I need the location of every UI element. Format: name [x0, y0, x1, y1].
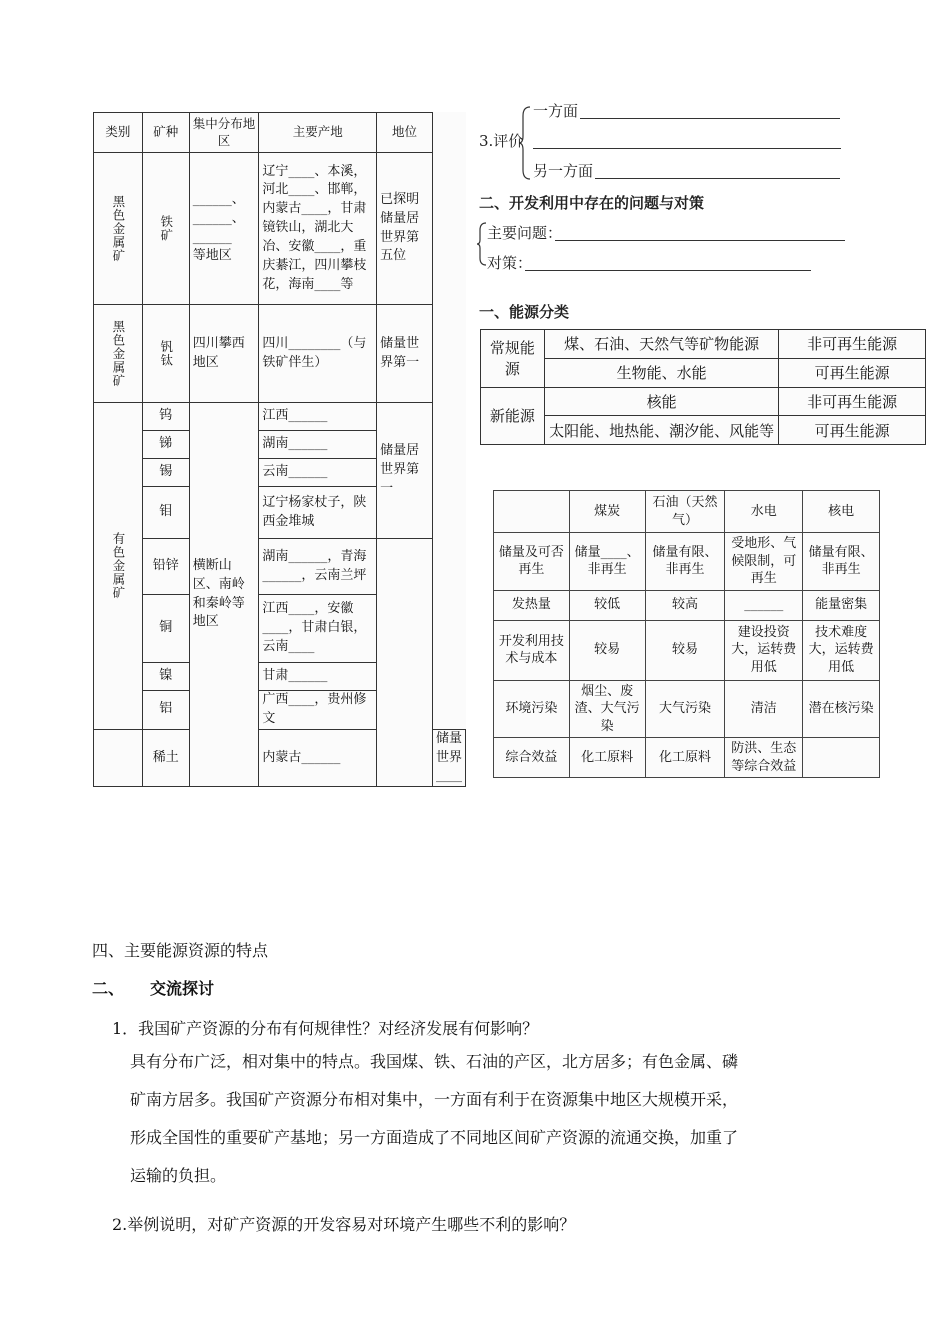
- table-cell: 技术难度大，运转费用低: [803, 620, 880, 680]
- notes-block: [475, 98, 915, 328]
- row-label: 开发利用技术与成本: [494, 620, 570, 680]
- table-cell: 潜在核污染: [803, 680, 880, 738]
- mineral-cell: 钒钛: [142, 305, 189, 403]
- energy-name: 煤、石油、天然气等矿物能源: [544, 330, 778, 359]
- places-cell: 云南______: [259, 459, 377, 487]
- mineral-cell: 铜: [142, 595, 189, 663]
- places-cell: 江西____，安徽____，甘肃白银，云南____: [259, 595, 377, 663]
- places-cell: 甘肃______: [259, 663, 377, 691]
- row-label: 综合效益: [494, 738, 570, 778]
- table-cell: 大气污染: [645, 680, 725, 738]
- table-cell: 储量____、非再生: [569, 533, 645, 591]
- table-cell: 较低: [569, 590, 645, 620]
- eval-label: 3.评价: [479, 132, 524, 150]
- main-problem-blank: [555, 226, 845, 241]
- header-oil: 石油（天然气）: [645, 491, 725, 533]
- energy-class-title: 一、能源分类: [479, 303, 570, 321]
- status-cell: 储量世界第一: [377, 305, 433, 403]
- question-2: 2.举例说明，对矿产资源的开发容易对环境产生哪些不利的影响？: [112, 1215, 576, 1234]
- energy-features-table: [493, 490, 880, 778]
- table-cell: ______: [725, 590, 803, 620]
- table-cell: 较易: [645, 620, 725, 680]
- table-cell: 受地形、气候限制，可再生: [725, 533, 803, 591]
- main-problem-label: 主要问题：: [487, 224, 563, 242]
- table-cell: 储量有限、非再生: [803, 533, 880, 591]
- places-cell: 辽宁杨家杖子，陕西金堆城: [259, 487, 377, 539]
- table-cell: 清洁: [725, 680, 803, 738]
- energy-classification-table: [480, 329, 926, 445]
- mineral-cell: 锡: [142, 459, 189, 487]
- table-cell: 储量有限、非再生: [645, 533, 725, 591]
- header-category: 类别: [94, 113, 143, 153]
- brace-icon: [477, 222, 487, 266]
- energy-type: 可再生能源: [779, 358, 926, 387]
- table-cell: 建设投资大，运转费用低: [725, 620, 803, 680]
- places-cell: 广西____，贵州修文: [259, 691, 377, 730]
- problems-section-title: 二、开发利用中存在的问题与对策: [479, 194, 705, 212]
- energy-type: 可再生能源: [779, 416, 926, 445]
- places-cell: 湖南______: [259, 431, 377, 459]
- energy-name: 生物能、水能: [544, 358, 778, 387]
- header-places: 主要产地: [259, 113, 377, 153]
- question-1: 1．我国矿产资源的分布有何规律性？对经济发展有何影响？: [112, 1019, 539, 1038]
- energy-type: 非可再生能源: [779, 387, 926, 416]
- one-side-blank: [580, 104, 840, 119]
- mineral-distribution-table: [93, 112, 466, 787]
- corner-cell: [494, 491, 570, 533]
- region-cell: 横断山区、南岭和秦岭等地区: [189, 403, 259, 787]
- table-cell: 较易: [569, 620, 645, 680]
- places-cell: 湖南______，青海______，云南兰坪: [259, 539, 377, 595]
- places-cell: 四川________（与铁矿伴生）: [259, 305, 377, 403]
- table-cell: 化工原料: [569, 738, 645, 778]
- places-cell: 江西______: [259, 403, 377, 431]
- heading-discussion-number: 二、: [92, 979, 125, 998]
- category-cell: 黑色金属矿: [94, 153, 143, 305]
- answer-1-line-3: 形成全国性的重要矿产基地；另一方面造成了不同地区间矿产资源的流通交换，加重了: [130, 1128, 739, 1147]
- category-cell: [94, 729, 143, 787]
- mineral-cell: 铁矿: [142, 153, 189, 305]
- answer-1-line-1: 具有分布广泛，相对集中的特点。我国煤、铁、石油的产区，北方居多；有色金属、磷: [130, 1052, 739, 1071]
- header-hydro: 水电: [725, 491, 803, 533]
- header-nuclear: 核电: [803, 491, 880, 533]
- table-cell: 较高: [645, 590, 725, 620]
- region-cell: 四川攀西地区: [189, 305, 259, 403]
- category-cell: 黑色金属矿: [94, 305, 143, 403]
- other-side-blank: [595, 164, 840, 179]
- other-side-label: 另一方面: [533, 162, 594, 180]
- mineral-cell: 稀土: [142, 729, 189, 787]
- mineral-cell: 镍: [142, 663, 189, 691]
- conventional-label: 常规能源: [481, 330, 545, 388]
- header-coal: 煤炭: [569, 491, 645, 533]
- mineral-cell: 钼: [142, 487, 189, 539]
- row-label: 发热量: [494, 590, 570, 620]
- answer-1-line-4: 运输的负担。: [130, 1166, 227, 1185]
- header-status: 地位: [377, 113, 433, 153]
- status-cell: 储量居世界第一: [377, 403, 433, 539]
- header-region: 集中分布地区: [189, 113, 259, 153]
- region-cell: ______、 ______、 ______ 等地区: [189, 153, 259, 305]
- table-cell: 化工原料: [645, 738, 725, 778]
- countermeasure-blank: [525, 256, 811, 271]
- heading-main-energy: 四、主要能源资源的特点: [92, 941, 269, 960]
- energy-name: 太阳能、地热能、潮汐能、风能等: [544, 416, 778, 445]
- countermeasure-label: 对策：: [487, 254, 533, 272]
- new-energy-label: 新能源: [481, 387, 545, 445]
- status-cell: [377, 539, 433, 787]
- mineral-cell: 铝: [142, 691, 189, 730]
- header-mineral: 矿种: [142, 113, 189, 153]
- heading-discussion-title: 交流探讨: [150, 979, 215, 998]
- table-cell: 烟尘、废渣、大气污染: [569, 680, 645, 738]
- table-cell: 能量密集: [803, 590, 880, 620]
- mineral-cell: 铅锌: [142, 539, 189, 595]
- status-cell: 已探明储量居世界第五位: [377, 153, 433, 305]
- row-label: 环境污染: [494, 680, 570, 738]
- places-cell: 辽宁____、本溪，河北____、邯郸，内蒙古____，甘肃镜铁山，湖北大冶、安徽____，重庆綦江，四川攀枝花，海南____等: [259, 153, 377, 305]
- answer-1-line-2: 矿南方居多。我国矿产资源分布相对集中，一方面有利于在资源集中地区大规模开采，: [130, 1090, 739, 1109]
- places-cell: 内蒙古______: [259, 729, 377, 787]
- status-cell: 储量世界____: [433, 729, 466, 787]
- table-cell: [803, 738, 880, 778]
- energy-type: 非可再生能源: [779, 330, 926, 359]
- one-side-label: 一方面: [533, 102, 579, 120]
- mineral-cell: 钨: [142, 403, 189, 431]
- table-cell: 防洪、生态等综合效益: [725, 738, 803, 778]
- row-label: 储量及可否再生: [494, 533, 570, 591]
- category-cell: 有色金属矿: [94, 403, 143, 730]
- energy-name: 核能: [544, 387, 778, 416]
- mineral-cell: 锑: [142, 431, 189, 459]
- middle-blank: [533, 134, 841, 149]
